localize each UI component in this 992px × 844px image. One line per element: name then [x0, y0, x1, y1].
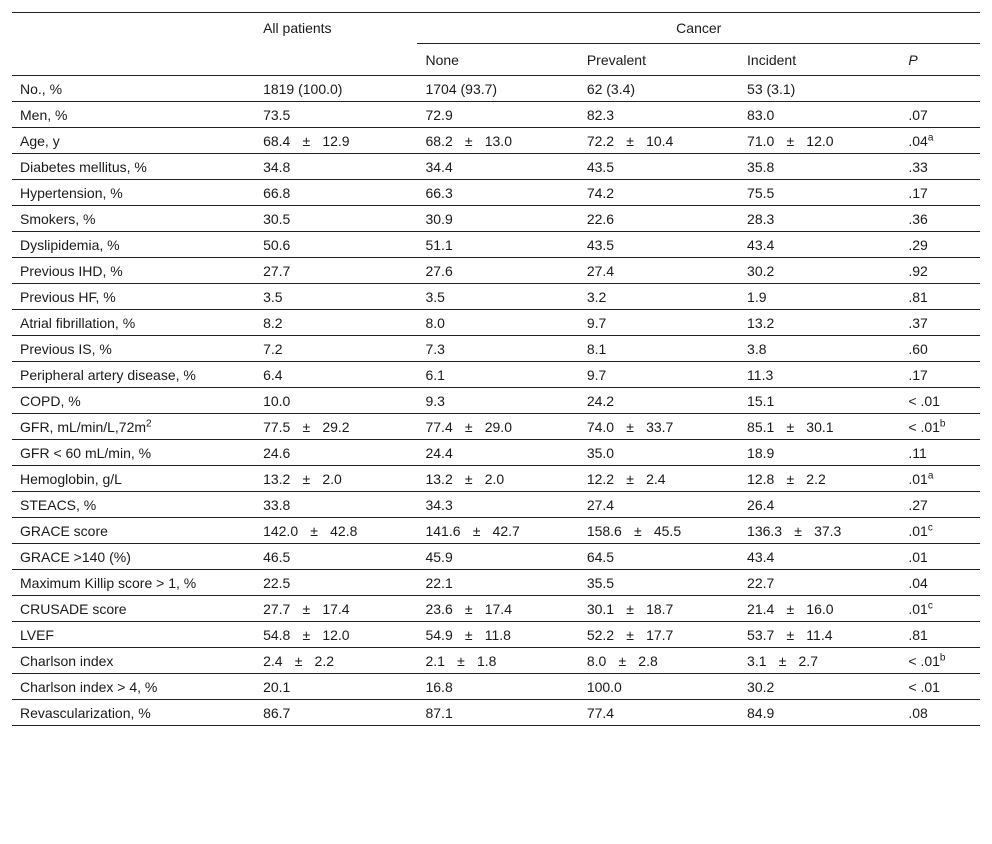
row-label: Men, % [12, 102, 255, 128]
cell-prev: 30.1 ± 18.7 [579, 596, 739, 622]
cell-prev: 43.5 [579, 232, 739, 258]
cell-none: 3.5 [417, 284, 578, 310]
header-all-patients: All patients [255, 13, 417, 44]
cell-inc: 22.7 [739, 570, 900, 596]
cell-p-value: .60 [900, 336, 980, 362]
cell-p-value: .27 [900, 492, 980, 518]
cell-inc: 1.9 [739, 284, 900, 310]
row-label: Previous IHD, % [12, 258, 255, 284]
cell-inc: 3.1 ± 2.7 [739, 648, 900, 674]
table-row [12, 570, 980, 596]
cell-inc: 28.3 [739, 206, 900, 232]
row-label: Hemoglobin, g/L [12, 466, 255, 492]
cell-p-value: < .01$^b$ [900, 414, 980, 440]
cell-none: 34.4 [417, 154, 578, 180]
cell-p-value: .04 [900, 570, 980, 596]
header-empty-cell [12, 44, 255, 76]
cell-p-value: .33 [900, 154, 980, 180]
cell-p-value: .01$^c$ [900, 596, 980, 622]
cell-all: 24.6 [255, 440, 417, 466]
header-empty-cell [12, 13, 255, 44]
cell-prev: 100.0 [579, 674, 739, 700]
table-row [12, 648, 980, 674]
cell-all: 142.0 ± 42.8 [255, 518, 417, 544]
row-label: Dyslipidemia, % [12, 232, 255, 258]
cell-inc: 84.9 [739, 700, 900, 726]
cell-none: 1704 (93.7) [417, 76, 578, 102]
cell-none: 77.4 ± 29.0 [417, 414, 578, 440]
table-row [12, 414, 980, 440]
table-row [12, 388, 980, 414]
cell-all: 68.4 ± 12.9 [255, 128, 417, 154]
cell-prev: 77.4 [579, 700, 739, 726]
cell-prev: 22.6 [579, 206, 739, 232]
cell-p-value: .01 [900, 544, 980, 570]
row-label: GRACE >140 (%) [12, 544, 255, 570]
row-label: Previous HF, % [12, 284, 255, 310]
cell-none: 66.3 [417, 180, 578, 206]
cell-all: 27.7 [255, 258, 417, 284]
table-row [12, 154, 980, 180]
cell-prev: 8.1 [579, 336, 739, 362]
table-body [12, 76, 980, 726]
cell-all: 34.8 [255, 154, 417, 180]
row-label: GRACE score [12, 518, 255, 544]
row-label: Age, y [12, 128, 255, 154]
header-incident: Incident [739, 44, 900, 76]
cell-all: 30.5 [255, 206, 417, 232]
cell-all: 20.1 [255, 674, 417, 700]
cell-all: 50.6 [255, 232, 417, 258]
cell-inc: 30.2 [739, 258, 900, 284]
cell-inc: 3.8 [739, 336, 900, 362]
cell-all: 33.8 [255, 492, 417, 518]
cell-none: 27.6 [417, 258, 578, 284]
cell-none: 34.3 [417, 492, 578, 518]
cell-all: 73.5 [255, 102, 417, 128]
table-row [12, 518, 980, 544]
cell-all: 8.2 [255, 310, 417, 336]
header-empty-cell [255, 44, 417, 76]
cell-inc: 21.4 ± 16.0 [739, 596, 900, 622]
table-row [12, 622, 980, 648]
cell-all: 46.5 [255, 544, 417, 570]
cell-inc: 35.8 [739, 154, 900, 180]
cell-prev: 52.2 ± 17.7 [579, 622, 739, 648]
table-row [12, 362, 980, 388]
cell-prev: 24.2 [579, 388, 739, 414]
cell-none: 8.0 [417, 310, 578, 336]
cell-inc: 71.0 ± 12.0 [739, 128, 900, 154]
cell-inc: 12.8 ± 2.2 [739, 466, 900, 492]
cell-inc: 43.4 [739, 232, 900, 258]
cell-all: 22.5 [255, 570, 417, 596]
cell-none: 7.3 [417, 336, 578, 362]
row-label: Peripheral artery disease, % [12, 362, 255, 388]
cell-prev: 35.0 [579, 440, 739, 466]
cell-none: 6.1 [417, 362, 578, 388]
cell-p-value [900, 76, 980, 102]
row-label: Previous IS, % [12, 336, 255, 362]
cell-none: 23.6 ± 17.4 [417, 596, 578, 622]
cell-p-value: .04$^a$ [900, 128, 980, 154]
cell-inc: 30.2 [739, 674, 900, 700]
cell-inc: 15.1 [739, 388, 900, 414]
cell-prev: 64.5 [579, 544, 739, 570]
table-row [12, 284, 980, 310]
cell-all: 66.8 [255, 180, 417, 206]
cell-p-value: .08 [900, 700, 980, 726]
cell-inc: 18.9 [739, 440, 900, 466]
cell-all: 3.5 [255, 284, 417, 310]
cell-p-value: .01$^c$ [900, 518, 980, 544]
cell-p-value: .81 [900, 284, 980, 310]
cell-p-value: .36 [900, 206, 980, 232]
cell-p-value: .81 [900, 622, 980, 648]
cell-none: 51.1 [417, 232, 578, 258]
table-row [12, 180, 980, 206]
row-label: Atrial fibrillation, % [12, 310, 255, 336]
cell-prev: 8.0 ± 2.8 [579, 648, 739, 674]
cell-prev: 12.2 ± 2.4 [579, 466, 739, 492]
table-row [12, 128, 980, 154]
table-row [12, 206, 980, 232]
cell-prev: 158.6 ± 45.5 [579, 518, 739, 544]
cell-none: 9.3 [417, 388, 578, 414]
header-cancer: Cancer [417, 13, 980, 44]
row-label: CRUSADE score [12, 596, 255, 622]
cell-prev: 9.7 [579, 362, 739, 388]
cell-inc: 53.7 ± 11.4 [739, 622, 900, 648]
table-row [12, 674, 980, 700]
row-label: GFR, $mL/\min/L,72m^2$ [12, 414, 255, 440]
row-label: STEACS, % [12, 492, 255, 518]
table-row [12, 492, 980, 518]
cell-none: 22.1 [417, 570, 578, 596]
table-row [12, 258, 980, 284]
cell-prev: 62 (3.4) [579, 76, 739, 102]
table-row [12, 102, 980, 128]
row-label: No., % [12, 76, 255, 102]
cell-inc: 136.3 ± 37.3 [739, 518, 900, 544]
cell-none: 30.9 [417, 206, 578, 232]
cell-p-value: .92 [900, 258, 980, 284]
table-row [12, 232, 980, 258]
cell-all: 54.8 ± 12.0 [255, 622, 417, 648]
cell-all: 77.5 ± 29.2 [255, 414, 417, 440]
cell-p-value: < .01$^b$ [900, 648, 980, 674]
cell-none: 13.2 ± 2.0 [417, 466, 578, 492]
cell-none: 54.9 ± 11.8 [417, 622, 578, 648]
cell-all: 27.7 ± 17.4 [255, 596, 417, 622]
header-prevalent: Prevalent [579, 44, 739, 76]
table-row [12, 76, 980, 102]
cell-p-value: .29 [900, 232, 980, 258]
cell-prev: 35.5 [579, 570, 739, 596]
cell-all: 13.2 ± 2.0 [255, 466, 417, 492]
cell-inc: 83.0 [739, 102, 900, 128]
cell-none: 141.6 ± 42.7 [417, 518, 578, 544]
cell-none: 24.4 [417, 440, 578, 466]
cell-prev: 9.7 [579, 310, 739, 336]
row-label: LVEF [12, 622, 255, 648]
table-row [12, 310, 980, 336]
row-label: COPD, % [12, 388, 255, 414]
cell-none: 68.2 ± 13.0 [417, 128, 578, 154]
cell-inc: 53 (3.1) [739, 76, 900, 102]
cell-prev: 74.0 ± 33.7 [579, 414, 739, 440]
table-row [12, 336, 980, 362]
row-label: Diabetes mellitus, % [12, 154, 255, 180]
row-label: Smokers, % [12, 206, 255, 232]
row-label: Maximum Killip score > 1, % [12, 570, 255, 596]
cell-inc: 43.4 [739, 544, 900, 570]
cell-prev: 43.5 [579, 154, 739, 180]
header-none: None [417, 44, 578, 76]
cell-prev: 74.2 [579, 180, 739, 206]
cell-prev: 27.4 [579, 258, 739, 284]
row-label: GFR < 60 mL/min, % [12, 440, 255, 466]
cell-all: 86.7 [255, 700, 417, 726]
table-row [12, 466, 980, 492]
cell-inc: 85.1 ± 30.1 [739, 414, 900, 440]
cell-inc: 26.4 [739, 492, 900, 518]
table-row [12, 440, 980, 466]
cell-none: 2.1 ± 1.8 [417, 648, 578, 674]
cell-all: 2.4 ± 2.2 [255, 648, 417, 674]
row-label: Charlson index > 4, % [12, 674, 255, 700]
cell-all: 7.2 [255, 336, 417, 362]
cell-none: 72.9 [417, 102, 578, 128]
cell-p-value: .17 [900, 362, 980, 388]
cell-prev: 82.3 [579, 102, 739, 128]
cell-inc: 75.5 [739, 180, 900, 206]
cell-all: 1819 (100.0) [255, 76, 417, 102]
table-row [12, 544, 980, 570]
table-row [12, 700, 980, 726]
row-label: Charlson index [12, 648, 255, 674]
table-row [12, 596, 980, 622]
header-p-value: P [900, 44, 980, 76]
cell-p-value: .07 [900, 102, 980, 128]
baseline-characteristics-table [12, 12, 980, 726]
cell-p-value: .17 [900, 180, 980, 206]
row-label: Revascularization, % [12, 700, 255, 726]
cell-none: 87.1 [417, 700, 578, 726]
cell-inc: 11.3 [739, 362, 900, 388]
row-label: Hypertension, % [12, 180, 255, 206]
cell-none: 16.8 [417, 674, 578, 700]
cell-all: 6.4 [255, 362, 417, 388]
cell-none: 45.9 [417, 544, 578, 570]
cell-inc: 13.2 [739, 310, 900, 336]
cell-prev: 3.2 [579, 284, 739, 310]
cell-p-value: < .01 [900, 388, 980, 414]
cell-p-value: .01$^a$ [900, 466, 980, 492]
cell-p-value: < .01 [900, 674, 980, 700]
cell-prev: 72.2 ± 10.4 [579, 128, 739, 154]
cell-p-value: .37 [900, 310, 980, 336]
cell-p-value: .11 [900, 440, 980, 466]
cell-prev: 27.4 [579, 492, 739, 518]
cell-all: 10.0 [255, 388, 417, 414]
